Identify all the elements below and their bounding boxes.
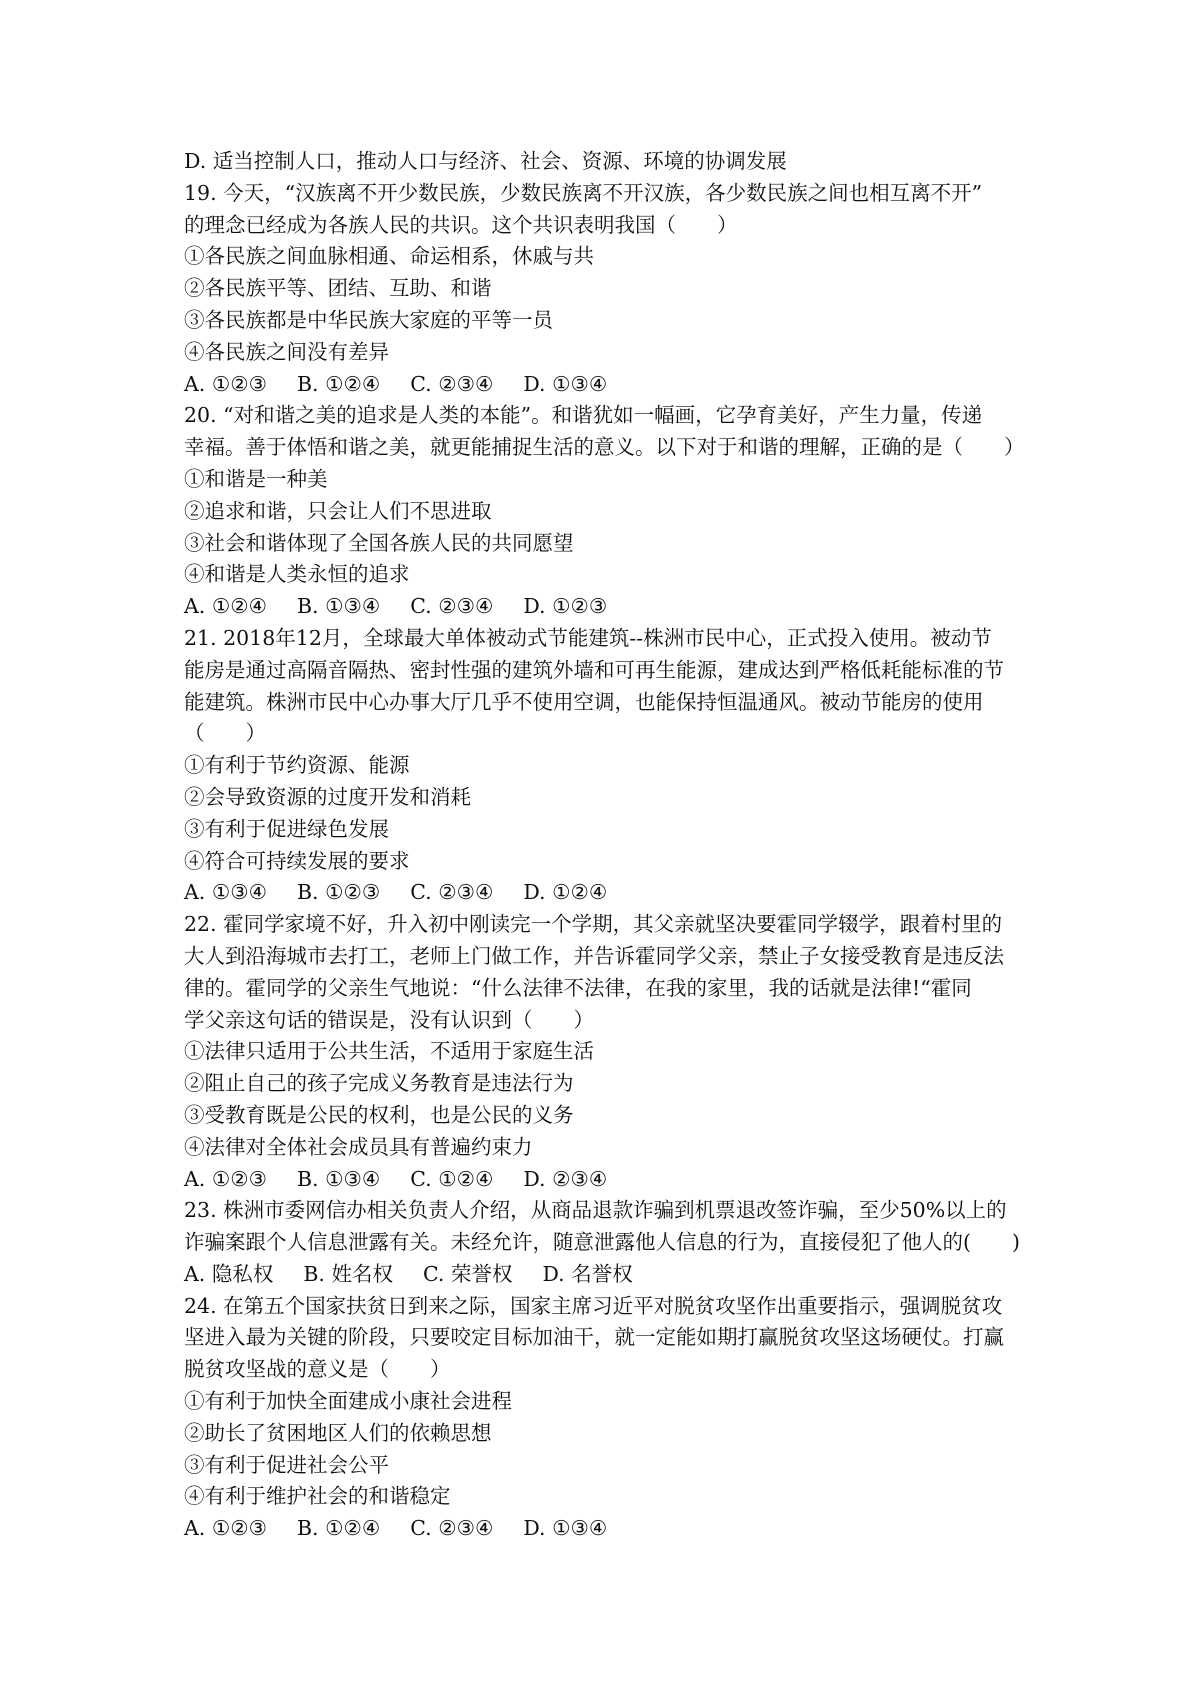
answer-options: [184, 369, 1044, 401]
answer-options: [184, 877, 1044, 909]
statement-item: ④各民族之间没有差异: [184, 339, 389, 364]
question-stem-line: 24. 在第五个国家扶贫日到来之际，国家主席习近平对脱贫攻坚作出重要指示，强调脱贫攻: [184, 1293, 1003, 1318]
answer-option[interactable]: D. ①②④: [523, 880, 608, 905]
statement-item: ④法律对全体社会成员具有普遍约束力: [184, 1134, 533, 1159]
answer-option[interactable]: D. ①③④: [523, 1516, 608, 1541]
answer-option[interactable]: A. ①②③: [184, 371, 267, 396]
statement-item: ③有利于促进绿色发展: [184, 816, 389, 841]
question-stem-line: 能建筑。株洲市民中心办事大厅几乎不使用空调，也能保持恒温通风。被动节能房的使用: [184, 689, 984, 714]
statement-item: ①和谐是一种美: [184, 466, 328, 491]
question-stem-line: 坚进入最为关键的阶段，只要咬定目标加油干，就一定能如期打赢脱贫攻坚这场硬仗。打赢: [184, 1325, 1004, 1350]
answer-option[interactable]: D. ①③④: [523, 371, 608, 396]
option-line: D. 适当控制人口，推动人口与经济、社会、资源、环境的协调发展: [184, 149, 787, 173]
question-stem-line: 22. 霍同学家境不好，升入初中刚读完一个学期，其父亲就坚决要霍同学辍学，跟着村里的: [184, 912, 1003, 937]
statement-item: ①有利于加快全面建成小康社会进程: [184, 1389, 512, 1414]
question-block: [184, 1195, 1044, 1290]
statement-item: ①各民族之间血脉相通、命运相系，休戚与共: [184, 244, 594, 269]
question-stem-line: 诈骗案跟个人信息泄露有关。未经允许，随意泄露他人信息的行为，直接侵犯了他人的( ): [184, 1230, 1020, 1255]
question-stem-line: 能房是通过高隔音隔热、密封性强的建筑外墙和可再生能源，建成达到严格低耗能标准的节: [184, 657, 1004, 682]
statement-item: ①法律只适用于公共生活，不适用于家庭生活: [184, 1039, 594, 1064]
answer-option[interactable]: A. ①②③: [184, 1166, 267, 1191]
question-stem-line: 幸福。善于体悟和谐之美，就更能捕捉生活的意义。以下对于和谐的理解，正确的是（ ）: [184, 435, 1025, 460]
statement-item: ④有利于维护社会的和谐稳定: [184, 1484, 451, 1509]
answer-option[interactable]: D. ①②③: [523, 594, 608, 619]
answer-option[interactable]: A. ①②④: [184, 594, 267, 619]
statement-item: ②助长了贫困地区人们的依赖思想: [184, 1420, 492, 1445]
statement-item: ③各民族都是中华民族大家庭的平等一员: [184, 307, 553, 332]
answer-option[interactable]: C. ①②④: [410, 1166, 494, 1191]
answer-options: [184, 1513, 1044, 1545]
answer-option[interactable]: A. ①②③: [184, 1516, 267, 1541]
question-stem-line: （ ）: [184, 721, 266, 746]
question-block: [184, 178, 1044, 401]
question-stem-line: 脱贫攻坚战的意义是（ ）: [184, 1357, 451, 1382]
answer-option[interactable]: B. ①③④: [296, 1166, 381, 1191]
answer-option[interactable]: B. ①②④: [296, 1516, 381, 1541]
statement-item: ②会导致资源的过度开发和消耗: [184, 784, 471, 809]
question-stem-line: 学父亲这句话的错误是，没有认识到（ ）: [184, 1007, 594, 1032]
question-stem-line: 律的。霍同学的父亲生气地说：“什么法律不法律，在我的家里，我的话就是法律!“霍同: [184, 975, 972, 1000]
question-stem-line: 大人到沿海城市去打工，老师上门做工作，并告诉霍同学父亲，禁止子女接受教育是违反法: [184, 943, 1004, 968]
statement-item: ③受教育既是公民的权利，也是公民的义务: [184, 1102, 574, 1127]
answer-options: [184, 1259, 1044, 1291]
answer-option[interactable]: C. ②③④: [410, 1516, 494, 1541]
statement-item: ②追求和谐，只会让人们不思进取: [184, 498, 492, 523]
answer-option[interactable]: A. 隐私权: [184, 1261, 274, 1286]
statement-item: ①有利于节约资源、能源: [184, 753, 410, 778]
answer-option[interactable]: D. ②③④: [523, 1166, 608, 1191]
answer-option[interactable]: B. ①②③: [296, 880, 381, 905]
question-block: [184, 909, 1044, 1195]
question-block: [184, 623, 1044, 909]
answer-option[interactable]: D. 名誉权: [542, 1261, 633, 1286]
answer-option[interactable]: C. ②③④: [410, 371, 494, 396]
statement-item: ④和谐是人类永恒的追求: [184, 562, 410, 587]
answer-option[interactable]: C. 荣誉权: [422, 1261, 513, 1286]
question-block: [184, 400, 1044, 623]
answer-option[interactable]: B. 姓名权: [303, 1261, 393, 1286]
statement-item: ③有利于促进社会公平: [184, 1452, 389, 1477]
answer-option[interactable]: C. ②③④: [410, 880, 494, 905]
question-block: [184, 1291, 1044, 1545]
answer-option[interactable]: C. ②③④: [410, 594, 494, 619]
question-stem-line: 的理念已经成为各族人民的共识。这个共识表明我国（ ）: [184, 212, 738, 237]
exam-page: [184, 146, 1044, 1545]
answer-option[interactable]: B. ①③④: [296, 594, 381, 619]
statement-item: ②阻止自己的孩子完成义务教育是违法行为: [184, 1071, 574, 1096]
answer-option[interactable]: B. ①②④: [296, 371, 381, 396]
question-stem-line: 20. “对和谐之美的追求是人类的本能”。和谐犹如一幅画，它孕育美好，产生力量，传递: [184, 403, 983, 428]
question-stem-line: 21. 2018年12月，全球最大单体被动式节能建筑--株洲市民中心，正式投入使用。被动节: [184, 625, 992, 650]
statement-item: ③社会和谐体现了全国各族人民的共同愿望: [184, 530, 574, 555]
statement-item: ②各民族平等、团结、互助、和谐: [184, 276, 492, 301]
question-list: [184, 178, 1044, 1545]
answer-options: [184, 591, 1044, 623]
question-stem-line: 23. 株洲市委网信办相关负责人介绍，从商品退款诈骗到机票退改签诈骗，至少50%以上的: [184, 1198, 1007, 1223]
answer-options: [184, 1164, 1044, 1196]
statement-item: ④符合可持续发展的要求: [184, 848, 410, 873]
question-stem-line: 19. 今天，“汉族离不开少数民族，少数民族离不开汉族，各少数民族之间也相互离不开”: [184, 180, 983, 205]
answer-option[interactable]: A. ①③④: [184, 880, 267, 905]
